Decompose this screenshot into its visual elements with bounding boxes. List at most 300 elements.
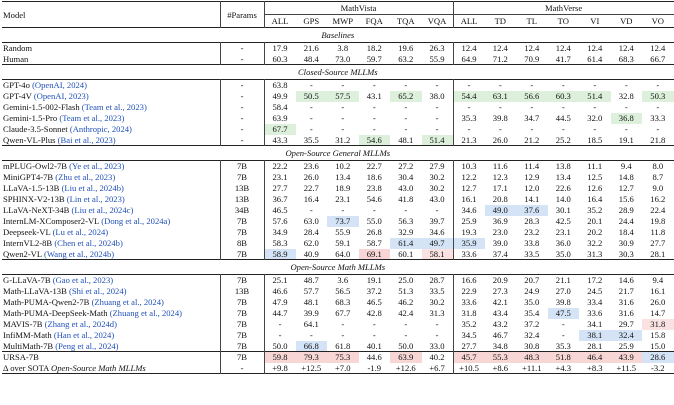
value-cell: 30.4: [398, 172, 414, 182]
value-cell: 59.8: [264, 352, 296, 363]
citation-link[interactable]: (Han et al., 2024): [53, 330, 115, 340]
citation-link[interactable]: (Chen et al., 2024b): [54, 238, 123, 248]
value-cell: -: [372, 102, 376, 112]
value-cell: -: [624, 102, 628, 112]
model-name-cell: [2, 135, 220, 146]
table-row: [2, 102, 674, 113]
model-name-cell: [2, 227, 220, 238]
model-name-cell: [2, 102, 220, 113]
value-cell: 39.9: [303, 308, 319, 318]
value-cell: 51.4: [422, 135, 454, 146]
value-cell: -: [309, 124, 313, 134]
value-cell: 36.8: [611, 113, 643, 124]
value-cell: 23.2: [524, 227, 540, 237]
value-cell: 40.9: [303, 248, 319, 259]
citation-link[interactable]: (Dong et al., 2024a): [101, 216, 171, 226]
value-cell: 26.0: [303, 172, 319, 182]
value-cell: 21.6: [303, 43, 319, 54]
value-cell: 33.6: [461, 297, 477, 307]
citation-link[interactable]: (Shi et al., 2024): [68, 286, 127, 296]
model-name: Qwen2-VL: [3, 248, 44, 259]
value-cell: 22.6: [555, 183, 571, 193]
value-cell: 14.0: [555, 194, 571, 204]
value-cell: 67.7: [335, 308, 351, 318]
value-cell: 71.2: [492, 53, 508, 64]
value-cell: 11.8: [650, 227, 666, 237]
value-cell: 34.9: [272, 227, 288, 237]
value-cell: 61.8: [335, 340, 351, 351]
value-cell: -: [372, 124, 376, 134]
value-cell: 59.1: [335, 238, 351, 248]
value-cell: 25.2: [555, 134, 571, 145]
value-cell: 21.2: [524, 134, 540, 145]
section-title: Baselines: [321, 30, 355, 40]
model-name-italic: Open-Source Math MLLMs: [51, 362, 146, 373]
value-cell: -: [278, 330, 282, 340]
value-cell: 37.4: [492, 248, 508, 259]
value-cell: 24.4: [618, 216, 634, 226]
citation-link[interactable]: (Lu et al., 2024): [52, 227, 109, 237]
value-cell: 33.5: [524, 248, 540, 259]
value-cell: 42.4: [398, 308, 414, 318]
value-cell: +8.3: [587, 362, 603, 373]
citation-link[interactable]: (Liu et al., 2024b): [61, 183, 124, 193]
model-name-cell: [2, 275, 220, 286]
value-cell: 30.8: [524, 340, 540, 351]
value-cell: 31.6: [618, 308, 634, 318]
value-cell: -: [341, 102, 345, 112]
value-cell: 34.8: [492, 340, 508, 351]
value-cell: 8.0: [652, 161, 664, 172]
value-cell: 55.0: [366, 216, 382, 226]
value-cell: -: [341, 330, 345, 340]
value-cell: 22.2: [272, 161, 288, 172]
citation-link[interactable]: (OpenAI, 2024): [32, 80, 87, 91]
model-name-cell: [2, 341, 220, 352]
value-cell: 23.8: [366, 183, 382, 193]
value-cell: 12.2: [461, 172, 477, 182]
citation-link[interactable]: (Ye et al., 2023): [69, 161, 125, 172]
value-cell: -: [498, 102, 502, 112]
value-cell: 23.1: [555, 227, 571, 237]
params-cell: 7B: [220, 352, 264, 363]
value-cell: 12.5: [587, 172, 603, 182]
value-cell: -: [656, 80, 660, 91]
value-cell: 27.7: [650, 238, 666, 248]
citation-link[interactable]: (OpenAI, 2023): [33, 91, 89, 101]
value-cell: 16.6: [461, 275, 477, 286]
value-cell: 67.7: [264, 124, 296, 135]
value-cell: 50.5: [296, 91, 328, 102]
value-cell: 32.8: [618, 91, 634, 101]
table-row: [2, 205, 674, 216]
value-cell: 18.6: [366, 172, 382, 182]
value-cell: 18.5: [587, 134, 603, 145]
value-cell: 48.4: [303, 53, 319, 64]
value-cell: 36.0: [555, 238, 571, 248]
value-cell: 60.3: [548, 91, 580, 102]
model-name-cell: [2, 286, 220, 297]
value-cell: -: [309, 102, 313, 112]
value-cell: 22.9: [461, 286, 477, 296]
value-cell: 35.5: [303, 134, 319, 145]
value-cell: 16.4: [303, 194, 319, 204]
table-row: [2, 341, 674, 352]
value-cell: 28.1: [650, 248, 666, 259]
table-row: [2, 161, 674, 172]
params-cell: -: [220, 113, 264, 124]
value-cell: 57.5: [327, 91, 359, 102]
value-cell: 23.6: [303, 161, 319, 172]
model-name: Math-PUMA-DeepSeek-Math: [3, 308, 110, 318]
table-row: [2, 297, 674, 308]
params-cell: 7B: [220, 308, 264, 319]
value-cell: 56.3: [398, 216, 414, 226]
model-name-cell: [2, 194, 220, 205]
value-cell: 43.0: [398, 183, 414, 193]
value-cell: 46.2: [398, 297, 414, 307]
citation-link[interactable]: (Zhuang et al., 2024): [91, 297, 164, 307]
value-cell: 19.1: [618, 134, 634, 145]
value-cell: 24.9: [524, 286, 540, 296]
model-name: Δ over SOTA: [3, 362, 52, 373]
citation-link[interactable]: (Zhu et al., 2023): [55, 172, 116, 182]
model-name: MAVIS-7B: [3, 319, 45, 329]
value-cell: +11.5: [616, 362, 637, 373]
value-cell: 43.2: [492, 319, 508, 329]
value-cell: 48.7: [303, 275, 319, 286]
value-cell: 55.9: [422, 54, 454, 65]
value-cell: -: [561, 319, 565, 329]
value-cell: 25.9: [618, 340, 634, 351]
value-cell: +6.7: [422, 363, 454, 374]
value-cell: 25.0: [398, 275, 414, 286]
value-cell: 33.6: [587, 308, 603, 318]
value-cell: 19.1: [366, 275, 382, 286]
params-cell: -: [220, 102, 264, 113]
value-cell: -: [422, 124, 454, 135]
value-cell: +12.5: [301, 362, 322, 373]
model-name-cell: [2, 113, 220, 124]
value-cell: 33.6: [461, 248, 477, 259]
value-cell: 70.9: [524, 53, 540, 64]
value-cell: 38.1: [579, 330, 611, 341]
value-cell: 12.7: [461, 183, 477, 193]
value-cell: -3.2: [651, 362, 665, 373]
params-cell: -: [220, 43, 264, 54]
col-header: MWP: [332, 16, 354, 26]
value-cell: +4.3: [555, 362, 572, 373]
value-cell: -: [422, 102, 454, 113]
value-cell: 61.4: [390, 238, 422, 249]
value-cell: -: [593, 124, 597, 134]
col-header: GPS: [303, 16, 320, 26]
value-cell: 8.7: [652, 172, 664, 182]
model-name: G-LLaVA-7B: [3, 275, 53, 286]
value-cell: 49.9: [272, 91, 288, 101]
table-row: [2, 183, 674, 194]
table-row: [2, 135, 674, 146]
citation-link[interactable]: (Wang et al., 2024b): [43, 248, 115, 259]
value-cell: 21.8: [650, 134, 666, 145]
value-cell: 65.2: [390, 91, 422, 102]
value-cell: 12.4: [650, 43, 666, 54]
value-cell: 9.4: [620, 161, 632, 172]
value-cell: -: [498, 124, 502, 134]
value-cell: -1.9: [367, 362, 382, 373]
citation-link[interactable]: (Bai et al., 2023): [57, 134, 116, 145]
table-row: [2, 194, 674, 205]
params-cell: 7B: [220, 227, 264, 238]
value-cell: 32.4: [611, 330, 643, 341]
value-cell: 30.2: [422, 183, 454, 194]
value-cell: 3.8: [337, 43, 349, 54]
model-name: URSA-7B: [3, 352, 39, 363]
value-cell: 16.4: [587, 194, 603, 204]
value-cell: 26.0: [492, 134, 508, 145]
table-row: [2, 172, 674, 183]
value-cell: 12.0: [524, 183, 540, 193]
value-cell: 39.8: [492, 113, 508, 123]
value-cell: 25.9: [461, 216, 477, 226]
section-header-row: [2, 146, 674, 161]
model-name-cell: [2, 91, 220, 102]
value-cell: 58.3: [272, 238, 288, 248]
value-cell: 12.4: [461, 43, 477, 54]
value-cell: 46.4: [579, 352, 611, 363]
table-row: [2, 363, 674, 374]
value-cell: 32.9: [398, 227, 414, 237]
params-cell: 7B: [220, 297, 264, 308]
model-name: InternLM-XComposer2-VL: [3, 216, 102, 226]
model-name: LLaVA-NeXT-34B: [3, 205, 72, 215]
value-cell: +7.0: [334, 362, 351, 373]
value-cell: 66.7: [650, 53, 666, 64]
value-cell: -: [561, 124, 565, 134]
params-cell: 7B: [220, 172, 264, 183]
value-cell: 51.8: [548, 352, 580, 363]
col-header: ALL: [460, 16, 478, 26]
value-cell: 58.4: [272, 102, 288, 112]
value-cell: 26.0: [650, 297, 666, 307]
value-cell: 55.9: [335, 227, 351, 237]
value-cell: 27.7: [461, 340, 477, 351]
value-cell: 33.4: [587, 297, 603, 307]
params-cell: -: [220, 124, 264, 135]
value-cell: +12.6: [395, 362, 416, 373]
citation-link[interactable]: (Liu et al., 2024c): [71, 205, 134, 215]
value-cell: 44.5: [555, 113, 571, 123]
value-cell: 12.4: [587, 43, 603, 54]
value-cell: 55.3: [485, 352, 517, 363]
value-cell: -: [341, 113, 345, 123]
citation-link[interactable]: (Peng et al., 2024): [55, 340, 119, 351]
value-cell: 18.2: [366, 43, 382, 54]
value-cell: 28.1: [587, 340, 603, 351]
col-header: VQA: [422, 15, 454, 28]
value-cell: 48.3: [516, 352, 548, 363]
value-cell: 51.4: [579, 91, 611, 102]
value-cell: 46.6: [272, 286, 288, 296]
model-name: Deepseek-VL: [3, 227, 53, 237]
value-cell: 30.3: [618, 248, 634, 259]
params-cell: 13B: [220, 194, 264, 205]
value-cell: 37.6: [516, 205, 548, 216]
model-name: MiniGPT4-7B: [3, 172, 56, 182]
value-cell: -: [530, 124, 534, 134]
value-cell: -: [404, 124, 408, 134]
value-cell: 68.3: [335, 297, 351, 307]
params-cell: 7B: [220, 275, 264, 286]
model-name: Random: [3, 43, 33, 54]
value-cell: -: [561, 80, 565, 91]
value-cell: -: [372, 80, 376, 91]
value-cell: 34.5: [461, 330, 477, 340]
value-cell: 44.7: [272, 308, 288, 318]
value-cell: 64.0: [335, 248, 351, 259]
value-cell: -: [422, 80, 454, 91]
value-cell: 30.9: [618, 238, 634, 248]
value-cell: 51.3: [398, 286, 414, 296]
value-cell: -: [404, 113, 408, 123]
value-cell: 27.7: [272, 183, 288, 193]
value-cell: 12.7: [618, 183, 634, 193]
model-name-cell: [2, 352, 220, 363]
value-cell: 60.1: [398, 248, 414, 259]
model-name: InfiMM-Math: [3, 330, 54, 340]
value-cell: 27.2: [398, 161, 414, 172]
value-cell: 19.3: [461, 227, 477, 237]
value-cell: -: [404, 80, 408, 91]
model-name-cell: [2, 216, 220, 227]
model-name-cell: [2, 249, 220, 260]
value-cell: 46.5: [366, 297, 382, 307]
model-name-cell: [2, 330, 220, 341]
value-cell: 12.9: [524, 172, 540, 182]
value-cell: +9.8: [272, 362, 288, 373]
value-cell: 33.5: [422, 286, 454, 297]
value-cell: 14.8: [618, 172, 634, 182]
value-cell: 30.1: [555, 205, 571, 215]
value-cell: +8.6: [492, 362, 509, 373]
table-row: [2, 216, 674, 227]
model-name: GPT-4o: [3, 80, 33, 91]
col-header: TO: [557, 16, 569, 26]
value-cell: -: [624, 80, 628, 91]
value-cell: -: [422, 113, 454, 124]
value-cell: 12.4: [524, 43, 540, 54]
value-cell: 63.1: [485, 91, 517, 102]
value-cell: 73.0: [335, 53, 351, 64]
value-cell: 22.4: [650, 205, 666, 215]
table-row: [2, 124, 674, 135]
params-cell: 34B: [220, 205, 264, 216]
value-cell: 49.0: [485, 205, 517, 216]
value-cell: 63.2: [398, 53, 414, 64]
value-cell: 50.0: [272, 340, 288, 351]
value-cell: -: [278, 319, 282, 329]
col-header: VD: [620, 16, 633, 26]
value-cell: 33.8: [524, 238, 540, 248]
table-row: [2, 113, 674, 124]
section-header-row: [2, 28, 674, 43]
model-name-cell: [2, 183, 220, 194]
value-cell: 41.7: [555, 53, 571, 64]
value-cell: -: [561, 330, 565, 340]
value-cell: 58.1: [422, 249, 454, 260]
citation-link[interactable]: (Lin et al., 2023): [66, 194, 125, 204]
value-cell: 30.2: [422, 297, 454, 308]
value-cell: 35.2: [587, 205, 603, 215]
value-cell: 22.7: [303, 183, 319, 193]
citation-link[interactable]: (Anthropic, 2024): [69, 124, 132, 134]
value-cell: 62.0: [303, 238, 319, 248]
model-name: Gemini-1.5-002-Flash: [3, 102, 82, 112]
value-cell: -: [372, 319, 376, 329]
model-name: mPLUG-Owl2-7B: [3, 161, 70, 172]
value-cell: 66.8: [296, 341, 328, 352]
value-cell: 26.8: [366, 227, 382, 237]
value-cell: 12.4: [555, 43, 571, 54]
value-cell: -: [656, 102, 660, 112]
value-cell: -: [404, 330, 408, 340]
model-name: GPT-4V: [3, 91, 34, 101]
value-cell: 31.6: [618, 297, 634, 307]
citation-link[interactable]: (Team et al., 2023): [81, 102, 147, 112]
model-name-cell: [2, 238, 220, 249]
value-cell: 73.7: [327, 216, 359, 227]
citation-link[interactable]: (Zhuang et al., 2024): [109, 308, 182, 318]
value-cell: +10.5: [459, 362, 479, 373]
value-cell: 28.7: [422, 275, 454, 286]
table-row: [2, 54, 674, 65]
params-cell: 13B: [220, 183, 264, 194]
citation-link[interactable]: (Zhang et al., 2024d): [44, 319, 117, 329]
model-name: InternVL2-8B: [3, 238, 55, 248]
params-cell: 7B: [220, 319, 264, 330]
value-cell: 35.4: [524, 308, 540, 318]
value-cell: 12.3: [492, 172, 508, 182]
value-cell: 14.1: [524, 194, 540, 204]
value-cell: 15.6: [618, 194, 634, 204]
model-name-cell: [2, 172, 220, 183]
value-cell: -: [309, 205, 313, 215]
value-cell: 57.6: [272, 216, 288, 226]
value-cell: -: [372, 205, 376, 215]
value-cell: -: [341, 319, 345, 329]
col-header: FQA: [365, 16, 383, 26]
value-cell: 21.3: [461, 134, 477, 145]
model-name: Claude-3.5-Sonnet: [3, 124, 70, 134]
table-row: [2, 275, 674, 286]
citation-link[interactable]: (Gao et al., 2023): [52, 275, 114, 286]
value-cell: 11.4: [524, 161, 540, 172]
section-title: Closed-Source MLLMs: [297, 67, 378, 77]
model-name: MultiMath-7B: [3, 340, 56, 351]
params-cell: 7B: [220, 216, 264, 227]
model-name: Math-LLaVA-13B: [3, 286, 69, 296]
value-cell: 56.5: [335, 286, 351, 296]
value-cell: 31.2: [335, 134, 351, 145]
value-cell: 58.7: [366, 238, 382, 248]
citation-link[interactable]: (Team et al., 2023): [59, 113, 125, 123]
value-cell: 39.8: [555, 297, 571, 307]
value-cell: 64.9: [461, 53, 477, 64]
value-cell: 44.6: [366, 352, 382, 363]
model-name-cell: [2, 297, 220, 308]
value-cell: 20.9: [492, 275, 508, 286]
value-cell: 16.2: [650, 194, 666, 204]
